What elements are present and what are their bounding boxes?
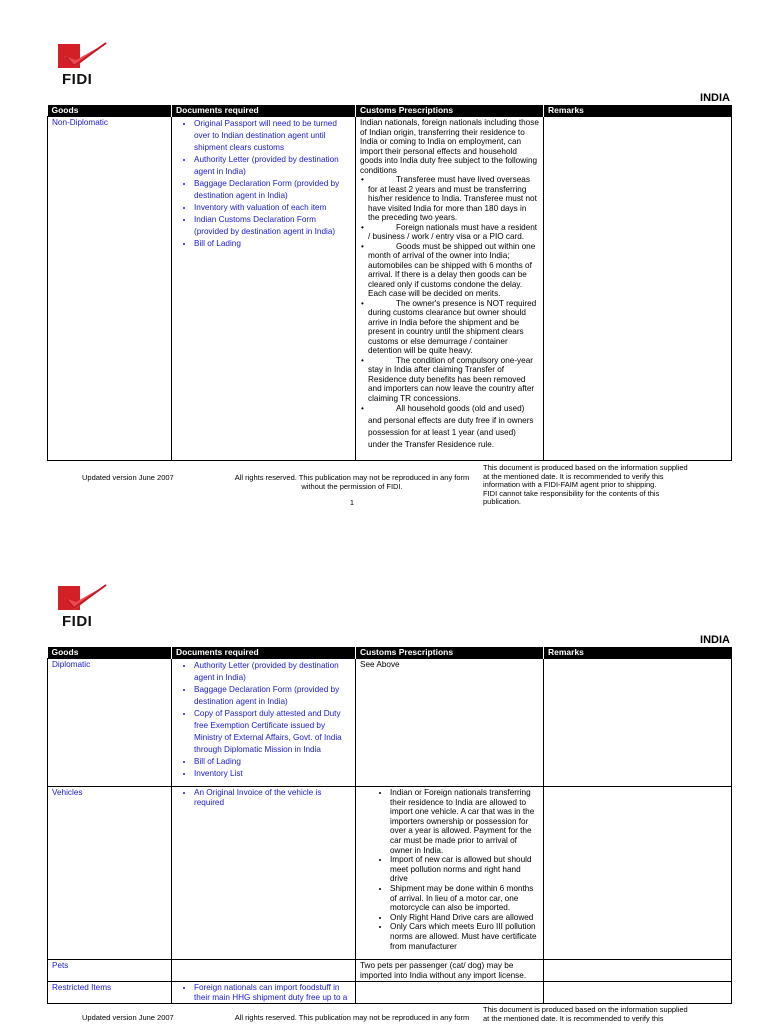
list-item: • Transferee must have lived overseas for at least 2 years and must be transferring his/her residence to India. Transferee must not have visited India for more than 180 days in the preceding two years. xyxy=(361,175,537,222)
customs-list xyxy=(360,175,539,451)
header-documents: Documents required xyxy=(172,647,356,659)
remarks-cell xyxy=(544,787,732,960)
customs-cell xyxy=(356,787,544,960)
documents-cell xyxy=(172,659,356,787)
list-item: • Baggage Declaration Form (provided by destination agent in India) xyxy=(194,684,351,708)
list-item: • All household goods (old and used) and personal effects are duty free if in owners possession for at least 1 year (and used) under the Transfer Residence rule. xyxy=(361,404,534,449)
country-title: INDIA xyxy=(700,634,730,646)
fidi-logo xyxy=(56,582,112,630)
customs-cell xyxy=(356,117,544,461)
documents-list xyxy=(176,118,351,250)
list-item: • Only Cars which meets Euro III pollution norms are allowed. Must have certificate from manufacturer xyxy=(390,922,539,951)
list-item: • Baggage Declaration Form (provided by destination agent in India) xyxy=(194,178,351,202)
list-item: • Original Passport will need to be turned over to Indian destination agent until shipment clears customs xyxy=(194,118,351,154)
list-item: • Goods must be shipped out within one month of arrival of the owner into India; automobiles can be shipped with 6 months of arrival. If there is a delay then goods can be cleared only if customs condone the delay. Each case will be decided on merits. xyxy=(361,241,536,298)
footer-disclaimer-line: FIDI cannot take responsibility for the contents of this xyxy=(483,488,660,498)
footer-rights xyxy=(232,1014,472,1023)
table-row xyxy=(48,659,732,787)
footer-rights xyxy=(232,474,472,508)
documents-cell xyxy=(172,960,356,982)
table-header xyxy=(48,105,732,117)
list-item: • Foreign nationals must have a resident / business / work / entry visa or a PIO card. xyxy=(361,222,538,241)
customs-table xyxy=(47,105,732,461)
list-item: • Indian Customs Declaration Form (provided by destination agent in India) xyxy=(194,214,351,238)
list-item: • Shipment may be done within 6 months of arrival. In lieu of a motor car, one motorcycle can also be imported. xyxy=(390,884,539,913)
list-item: • Inventory with valuation of each item xyxy=(194,202,351,214)
documents-list xyxy=(176,788,351,807)
list-item: • An Original Invoice of the vehicle is required xyxy=(194,788,351,807)
customs-cell: See Above xyxy=(356,659,544,787)
footer-updated: Updated version June 2007 xyxy=(82,473,174,482)
table-row xyxy=(48,117,732,461)
footer-updated: Updated version June 2007 xyxy=(82,1013,174,1022)
footer-disclaimer-line: This document is produced based on the information supplied xyxy=(483,463,688,472)
goods-cell: Vehicles xyxy=(48,787,172,960)
list-item: • Bill of Lading xyxy=(194,756,351,768)
goods-cell: Restricted Items xyxy=(48,982,172,1004)
remarks-cell xyxy=(544,960,732,982)
remarks-cell xyxy=(544,117,732,461)
remarks-cell xyxy=(544,982,732,1004)
footer-disclaimer-line: information with a FIDI-FAIM agent prior to shipping. xyxy=(483,480,657,489)
list-item: • Authority Letter (provided by destination agent in India) xyxy=(194,154,351,178)
header-goods: Goods xyxy=(48,105,172,117)
header-customs: Customs Prescriptions xyxy=(356,647,544,659)
footer-rights-line: without the permission of FIDI. xyxy=(301,481,403,491)
footer-disclaimer xyxy=(483,1006,703,1023)
customs-cell xyxy=(356,982,544,1004)
header-goods: Goods xyxy=(48,647,172,659)
footer-disclaimer xyxy=(483,464,703,507)
documents-list xyxy=(176,983,351,1002)
page-number: 1 xyxy=(349,498,355,507)
logo-text: FIDI xyxy=(62,613,93,630)
list-item: • Bill of Lading xyxy=(194,238,351,250)
list-item: • Foreign nationals can import foodstuff in their main HHG shipment duty free up to a xyxy=(194,983,351,1002)
header-documents: Documents required xyxy=(172,105,356,117)
documents-cell xyxy=(172,787,356,960)
footer-disclaimer-line: This document is produced based on the information supplied xyxy=(483,1005,688,1014)
goods-cell: Diplomatic xyxy=(48,659,172,787)
goods-cell: Non-Diplomatic xyxy=(48,117,172,461)
page-2 xyxy=(0,540,768,1024)
list-item: • Inventory List xyxy=(194,768,351,780)
remarks-cell xyxy=(544,659,732,787)
header-customs: Customs Prescriptions xyxy=(356,105,544,117)
footer-disclaimer-line: at the mentioned date. It is recommended to verify this xyxy=(483,471,664,481)
fidi-logo xyxy=(56,40,112,88)
documents-cell xyxy=(172,117,356,461)
list-item: • The condition of compulsory one-year stay in India after claiming Transfer of Residence duty benefits has been removed and importers can now leave the country after claiming TR concessions. xyxy=(361,355,535,403)
fidi-check-icon xyxy=(56,582,112,616)
list-item: • Only Right Hand Drive cars are allowed xyxy=(390,913,539,923)
fidi-check-icon xyxy=(56,40,112,74)
list-item: • Indian or Foreign nationals transferring their residence to India are allowed to import one vehicle. A car that was in the importers ownership or possession for over a year is allowed. Payment for the car must be made prior to arrival of owner in India. xyxy=(390,788,539,855)
list-item: • Authority Letter (provided by destination agent in India) xyxy=(194,660,351,684)
customs-intro: Indian nationals, foreign nationals including those of Indian origin, transferring their residence to India or coming to India on employment, can import their personal effects and household goods into India duty free subject to the following conditions xyxy=(360,118,539,175)
table-header xyxy=(48,647,732,659)
footer-disclaimer-line: publication. xyxy=(483,497,521,506)
documents-cell xyxy=(172,982,356,1004)
table-row xyxy=(48,960,732,982)
table-row xyxy=(48,982,732,1004)
footer-rights-line: All rights reserved. This publication may not be reproduced in any form xyxy=(234,473,470,482)
footer-disclaimer-line: at the mentioned date. It is recommended to verify this xyxy=(483,1013,664,1023)
customs-cell: Two pets per passenger (cat/ dog) may be imported into India without any import license. xyxy=(356,960,544,982)
list-item: • Copy of Passport duly attested and Duty free Exemption Certificate issued by Ministry of External Affairs, Govt. of India through Diplomatic Mission in India xyxy=(194,708,351,756)
footer-rights-line: All rights reserved. This publication may not be reproduced in any form xyxy=(234,1013,470,1022)
documents-list xyxy=(176,660,351,780)
customs-list xyxy=(360,788,539,951)
goods-cell: Pets xyxy=(48,960,172,982)
logo-text: FIDI xyxy=(62,71,93,88)
header-remarks: Remarks xyxy=(544,105,732,117)
table-row xyxy=(48,787,732,960)
customs-table xyxy=(47,647,732,1004)
country-title: INDIA xyxy=(700,92,730,104)
list-item: • The owner's presence is NOT required during customs clearance but owner should arrive in India before the shipment and be present in country until the shipment clears customs or else demurrage / container detention will be quite heavy. xyxy=(361,298,537,355)
list-item: • Import of new car is allowed but should meet pollution norms and right hand drive xyxy=(390,855,539,884)
header-remarks: Remarks xyxy=(544,647,732,659)
